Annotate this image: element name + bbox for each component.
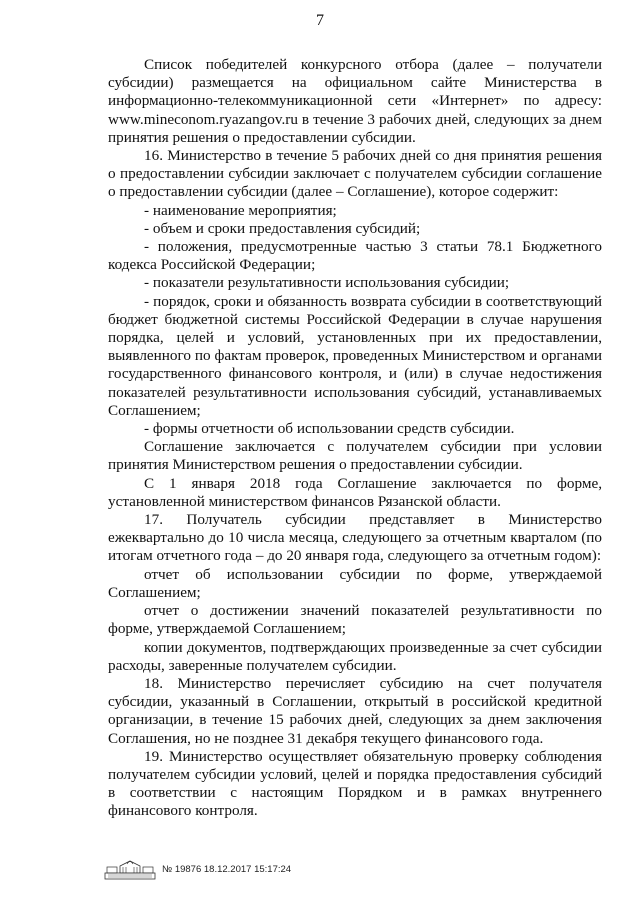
paragraph-agreement-form: С 1 января 2018 года Соглашение заключается по форме, установленной министерством финансов Рязанской области.: [108, 474, 602, 510]
list-item: - показатели результативности использования субсидии;: [144, 274, 510, 292]
list-item: - наименование мероприятия;: [144, 201, 337, 219]
list-item: - формы отчетности об использовании средств субсидии.: [144, 420, 515, 438]
paragraph-19: 19. Министерство осуществляет обязательную проверку соблюдения получателем субсидии условий, целей и порядка предоставления субсидий в соответствии с настоящим Порядком и в рамках внутреннего финансового контроля.: [108, 747, 602, 820]
list-item: - объем и сроки предоставления субсидий;: [144, 219, 421, 237]
page-number: 7: [316, 12, 324, 29]
paragraph-winners-list: Список победителей конкурсного отбора (далее – получатели субсидии) размещается на официальном сайте Министерства в информационно-телекоммуникационной сети «Интернет» по адресу: www.mineconom.ryazangov.ru в течение 3 рабочих дней, следующих за днем принятия решения о предоставлении субсидии.: [108, 56, 602, 146]
paragraph-17: 17. Получатель субсидии представляет в Министерство ежеквартально до 10 числа месяца, следующего за отчетным кварталом (по итогам отчетного года – до 20 января года, следующего за отчетным годом):: [108, 511, 602, 565]
paragraph-18: 18. Министерство перечисляет субсидию на счет получателя субсидии, указанный в Соглашении, открытый в российской кредитной организации, в течение 15 рабочих дней, следующих за днем заключения Соглашения, но не позднее 31 декабря текущего финансового года.: [108, 674, 602, 747]
paragraph-document-copies: копии документов, подтверждающих произведенные за счет субсидии расходы, заверенные получателем субсидии.: [108, 638, 602, 674]
paragraph-16: 16. Министерство в течение 5 рабочих дней со дня принятия решения о предоставлении субсидии заключает с получателем субсидии соглашение о предоставлении субсидии (далее – Соглашение), которое содержит:: [108, 147, 602, 201]
document-body: [108, 56, 602, 821]
list-item: - положения, предусмотренные частью 3 статьи 78.1 Бюджетного кодекса Российской Федерации;: [108, 238, 602, 274]
building-logo-icon: [104, 858, 156, 880]
list-item: - порядок, сроки и обязанность возврата субсидии в соответствующий бюджет бюджетной системы Российской Федерации в случае нарушения порядка, целей и условий, установленных при их предоставлении, выявленного по фактам проверок, проведенных Министерством и органами государственного финансового контроля, и (или) в случае недостижения показателей результативности использования субсидий, устанавливаемых Соглашением;: [108, 292, 602, 419]
registration-stamp-text: № 19876 18.12.2017 15:17:24: [162, 863, 292, 875]
footer-stamp: [104, 858, 291, 880]
paragraph-report-usage: отчет об использовании субсидии по форме, утверждаемой Соглашением;: [108, 565, 602, 601]
paragraph-agreement-condition: Соглашение заключается с получателем субсидии при условии принятия Министерством решения о предоставлении субсидии.: [108, 438, 602, 474]
paragraph-report-indicators: отчет о достижении значений показателей результативности по форме, утверждаемой Соглашением;: [108, 602, 602, 638]
